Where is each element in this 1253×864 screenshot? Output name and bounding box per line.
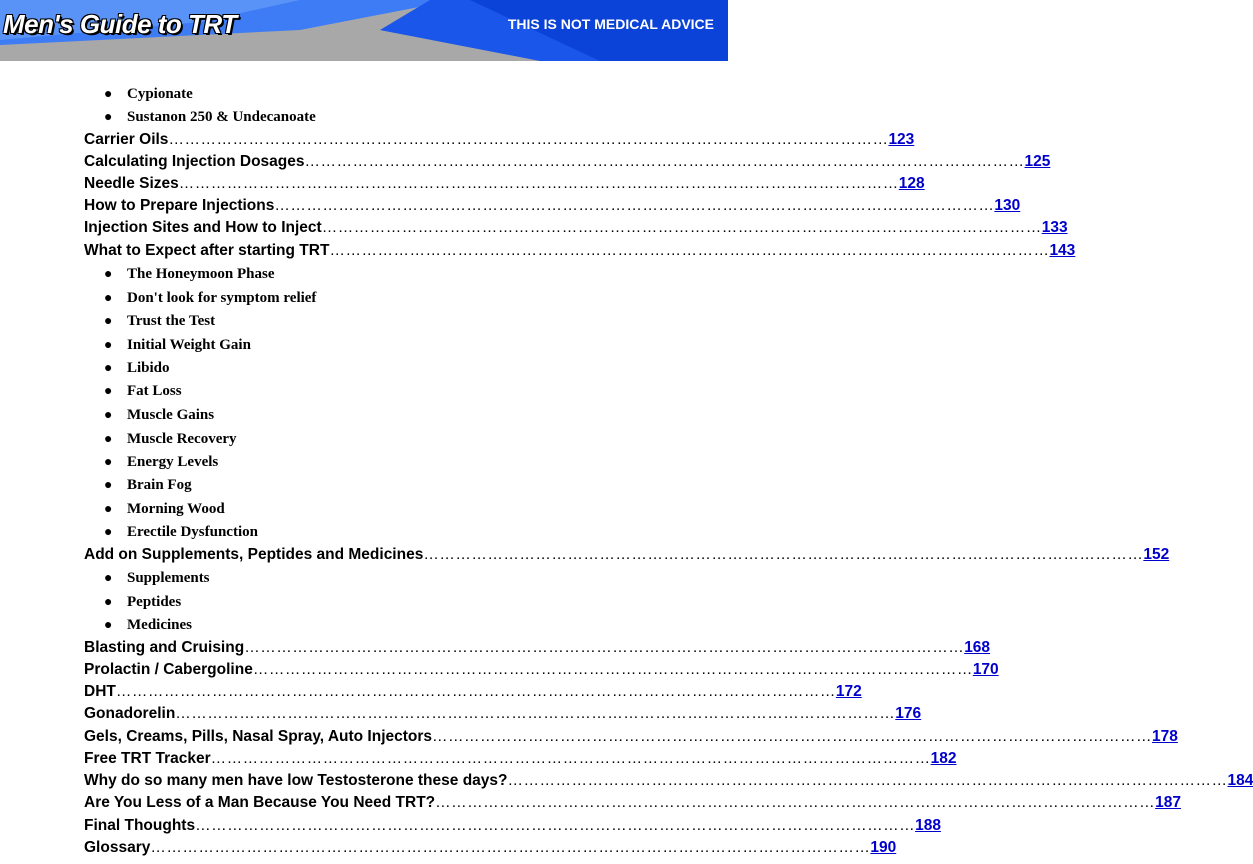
bullet-icon: ● <box>104 384 113 399</box>
toc-subitem: ● Initial Weight Gain <box>104 337 251 353</box>
toc-subitem: ● Libido <box>104 360 170 376</box>
page-link[interactable]: 188 <box>915 817 941 834</box>
page-link[interactable]: 184 <box>1227 772 1253 789</box>
toc-entry: Final Thoughts ……………………………………………………………………………………………………………………… 188 <box>84 817 941 834</box>
medical-disclaimer: THIS IS NOT MEDICAL ADVICE <box>507 16 714 32</box>
bullet-icon: ● <box>104 432 113 447</box>
bullet-icon: ● <box>104 618 113 633</box>
page-link[interactable]: 130 <box>994 197 1021 214</box>
toc-subitem: ● Fat Loss <box>104 383 182 399</box>
toc-subitem: ● Erectile Dysfunction <box>104 524 258 540</box>
page-link[interactable]: 178 <box>1152 728 1178 745</box>
toc-entry: Gonadorelin ……………………………………………………………………………………………………………………… 176 <box>84 705 922 722</box>
page-link[interactable]: 125 <box>1024 153 1051 170</box>
toc-subitem: ● Brain Fog <box>104 477 192 493</box>
toc-entry: Are You Less of a Man Because You Need TRT? ……………………………………………………………………………………………………………………… 187 <box>84 794 1182 811</box>
toc-subitem: ● Muscle Recovery <box>104 431 237 447</box>
page-link[interactable]: 182 <box>930 750 957 767</box>
toc-entry: Prolactin / Cabergoline ……………………………………………………………………………………………………………………… 170 <box>84 661 999 678</box>
toc-subitem: ● Sustanon 250 & Undecanoate <box>104 109 316 125</box>
toc-entry: Blasting and Cruising ……………………………………………………………………………………………………………………… 168 <box>84 639 991 656</box>
page-link[interactable]: 152 <box>1143 546 1170 563</box>
toc-entry: Why do so many men have low Testosterone these days? ……………………………………………………………………………………………………………………… 184 <box>84 772 1253 789</box>
toc-subitem: ● Don't look for symptom relief <box>104 290 317 306</box>
toc-entry: Free TRT Tracker ……………………………………………………………………………………………………………………… 182 <box>84 750 957 767</box>
toc-subitem: ● The Honeymoon Phase <box>104 266 275 282</box>
toc-entry: Add on Supplements, Peptides and Medicines ……………………………………………………………………………………………………………………… 152 <box>84 546 1170 563</box>
bullet-icon: ● <box>104 110 113 125</box>
page-link[interactable]: 168 <box>964 639 991 656</box>
page-link[interactable]: 187 <box>1155 794 1182 811</box>
toc-entry: Calculating Injection Dosages ……………………………………………………………………………………………………………………… 125 <box>84 153 1051 170</box>
bullet-icon: ● <box>104 267 113 282</box>
bullet-icon: ● <box>104 291 113 306</box>
bullet-icon: ● <box>104 595 113 610</box>
page-link[interactable]: 176 <box>895 705 922 722</box>
toc-subitem: ● Medicines <box>104 617 192 633</box>
bullet-icon: ● <box>104 455 113 470</box>
bullet-icon: ● <box>104 525 113 540</box>
toc-subitem: ● Morning Wood <box>104 501 225 517</box>
toc-entry: Carrier Oils ……………………………………………………………………………………………………………………… 123 <box>84 131 915 148</box>
toc-subitem: ● Trust the Test <box>104 313 216 329</box>
page-link[interactable]: 143 <box>1049 242 1076 259</box>
bullet-icon: ● <box>104 314 113 329</box>
bullet-icon: ● <box>104 408 113 423</box>
page-link[interactable]: 123 <box>888 131 915 148</box>
page-link[interactable]: 190 <box>870 839 897 856</box>
page-link[interactable]: 128 <box>898 175 925 192</box>
toc-entry: DHT ……………………………………………………………………………………………………………………… 172 <box>84 683 862 700</box>
toc-subitem: ● Cypionate <box>104 86 193 102</box>
page-link[interactable]: 133 <box>1041 219 1068 236</box>
toc-entry: How to Prepare Injections ……………………………………………………………………………………………………………………… 130 <box>84 197 1021 214</box>
bullet-icon: ● <box>104 571 113 586</box>
page-header <box>0 0 728 61</box>
bullet-icon: ● <box>104 502 113 517</box>
bullet-icon: ● <box>104 361 113 376</box>
toc-entry: What to Expect after starting TRT ……………………………………………………………………………………………………………………… 143 <box>84 242 1076 259</box>
toc-subitem: ● Energy Levels <box>104 454 219 470</box>
bullet-icon: ● <box>104 478 113 493</box>
toc-entry: Injection Sites and How to Inject ……………………………………………………………………………………………………………………… 133 <box>84 219 1068 236</box>
bullet-icon: ● <box>104 87 113 102</box>
toc-subitem: ● Peptides <box>104 594 182 610</box>
toc-subitem: ● Supplements <box>104 570 210 586</box>
toc-entry: Needle Sizes ……………………………………………………………………………………………………………………… 128 <box>84 175 925 192</box>
toc-entry: Gels, Creams, Pills, Nasal Spray, Auto Injectors ……………………………………………………………………………………………………………………… 178 <box>84 728 1178 745</box>
bullet-icon: ● <box>104 338 113 353</box>
toc-subitem: ● Muscle Gains <box>104 407 215 423</box>
toc-entry: Glossary ……………………………………………………………………………………………………………………… 190 <box>84 839 897 856</box>
page-link[interactable]: 170 <box>972 661 999 678</box>
guide-logo: Men's Guide to TRT <box>3 9 237 39</box>
page-link[interactable]: 172 <box>835 683 862 700</box>
